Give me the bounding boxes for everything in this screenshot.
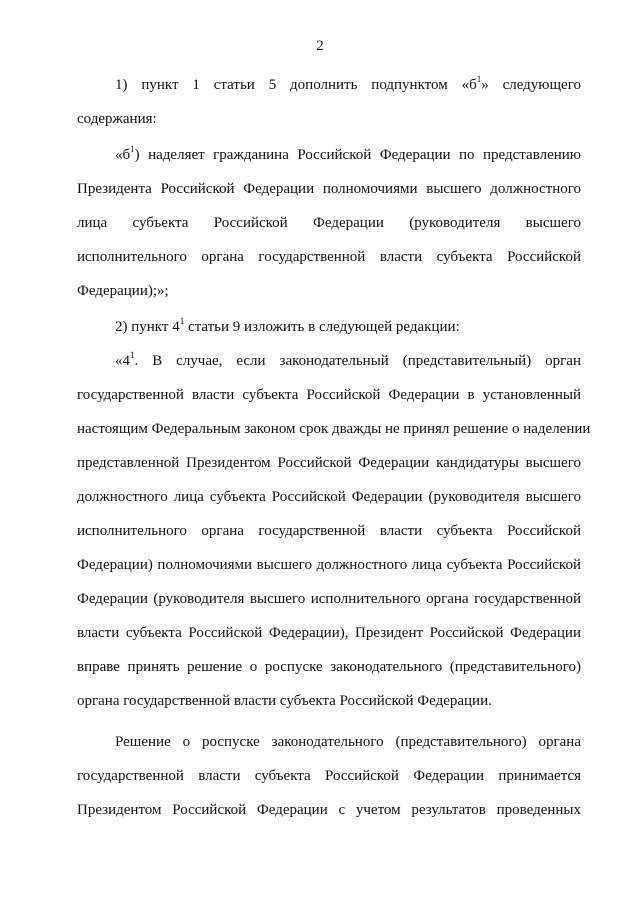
- paragraph-line: вправе принять решение о роспуске законодательного (представительного): [77, 659, 581, 675]
- paragraph-line: государственной власти субъекта Российской Федерации в установленный: [77, 387, 581, 403]
- paragraph-line: Федерации (руководителя высшего исполнительного органа государственной: [77, 591, 581, 607]
- paragraph-5: [77, 725, 581, 827]
- paragraph-line: государственной власти субъекта Российской Федерации принимается: [77, 768, 581, 784]
- paragraph-line: Президентом Российской Федерации с учетом результатов проведенных: [77, 802, 581, 818]
- paragraph-line: лица субъекта Российской Федерации (руководителя высшего: [77, 215, 581, 231]
- paragraph-line: «$б^1$) наделяет гражданина Российской Федерации по представлению: [115, 144, 581, 163]
- paragraph-line: Федерации) полномочиями высшего должностного лица субъекта Российской: [77, 557, 581, 573]
- paragraph-line: настоящим Федеральным законом срок дважды не принял решение о наделении: [77, 421, 591, 437]
- paragraph-line: исполнительного органа государственной власти субъекта Российской: [77, 523, 581, 539]
- paragraph-line: Федерации);»;: [77, 283, 169, 299]
- paragraph-line: исполнительного органа государственной власти субъекта Российской: [77, 249, 581, 265]
- paragraph-line: содержания:: [77, 111, 157, 127]
- paragraph-line: Президента Российской Федерации полномочиями высшего должностного: [77, 181, 581, 197]
- paragraph-3: [77, 310, 581, 344]
- paragraph-line: представленной Президентом Российской Федерации кандидатуры высшего: [77, 455, 581, 471]
- paragraph-line: «$4^1$. В случае, если законодательный (представительный) орган: [115, 350, 581, 369]
- paragraph-4: [77, 344, 591, 718]
- page-number: 2: [316, 38, 324, 54]
- paragraph-line: власти субъекта Российской Федерации), Президент Российской Федерации: [77, 625, 581, 641]
- paragraph-line: должностного лица субъекта Российской Федерации (руководителя высшего: [77, 489, 581, 505]
- paragraph-1: [77, 68, 581, 136]
- paragraph-2: [77, 138, 581, 308]
- paragraph-line: Решение о роспуске законодательного (представительного) органа: [115, 734, 581, 750]
- paragraph-line: органа государственной власти субъекта Российской Федерации.: [77, 693, 492, 709]
- paragraph-line: 1) пункт 1 статьи 5 дополнить подпунктом «$б^1$» следующего: [115, 74, 581, 93]
- paragraph-line: 2) пункт $4^1$ статьи 9 изложить в следующей редакции:: [115, 316, 460, 335]
